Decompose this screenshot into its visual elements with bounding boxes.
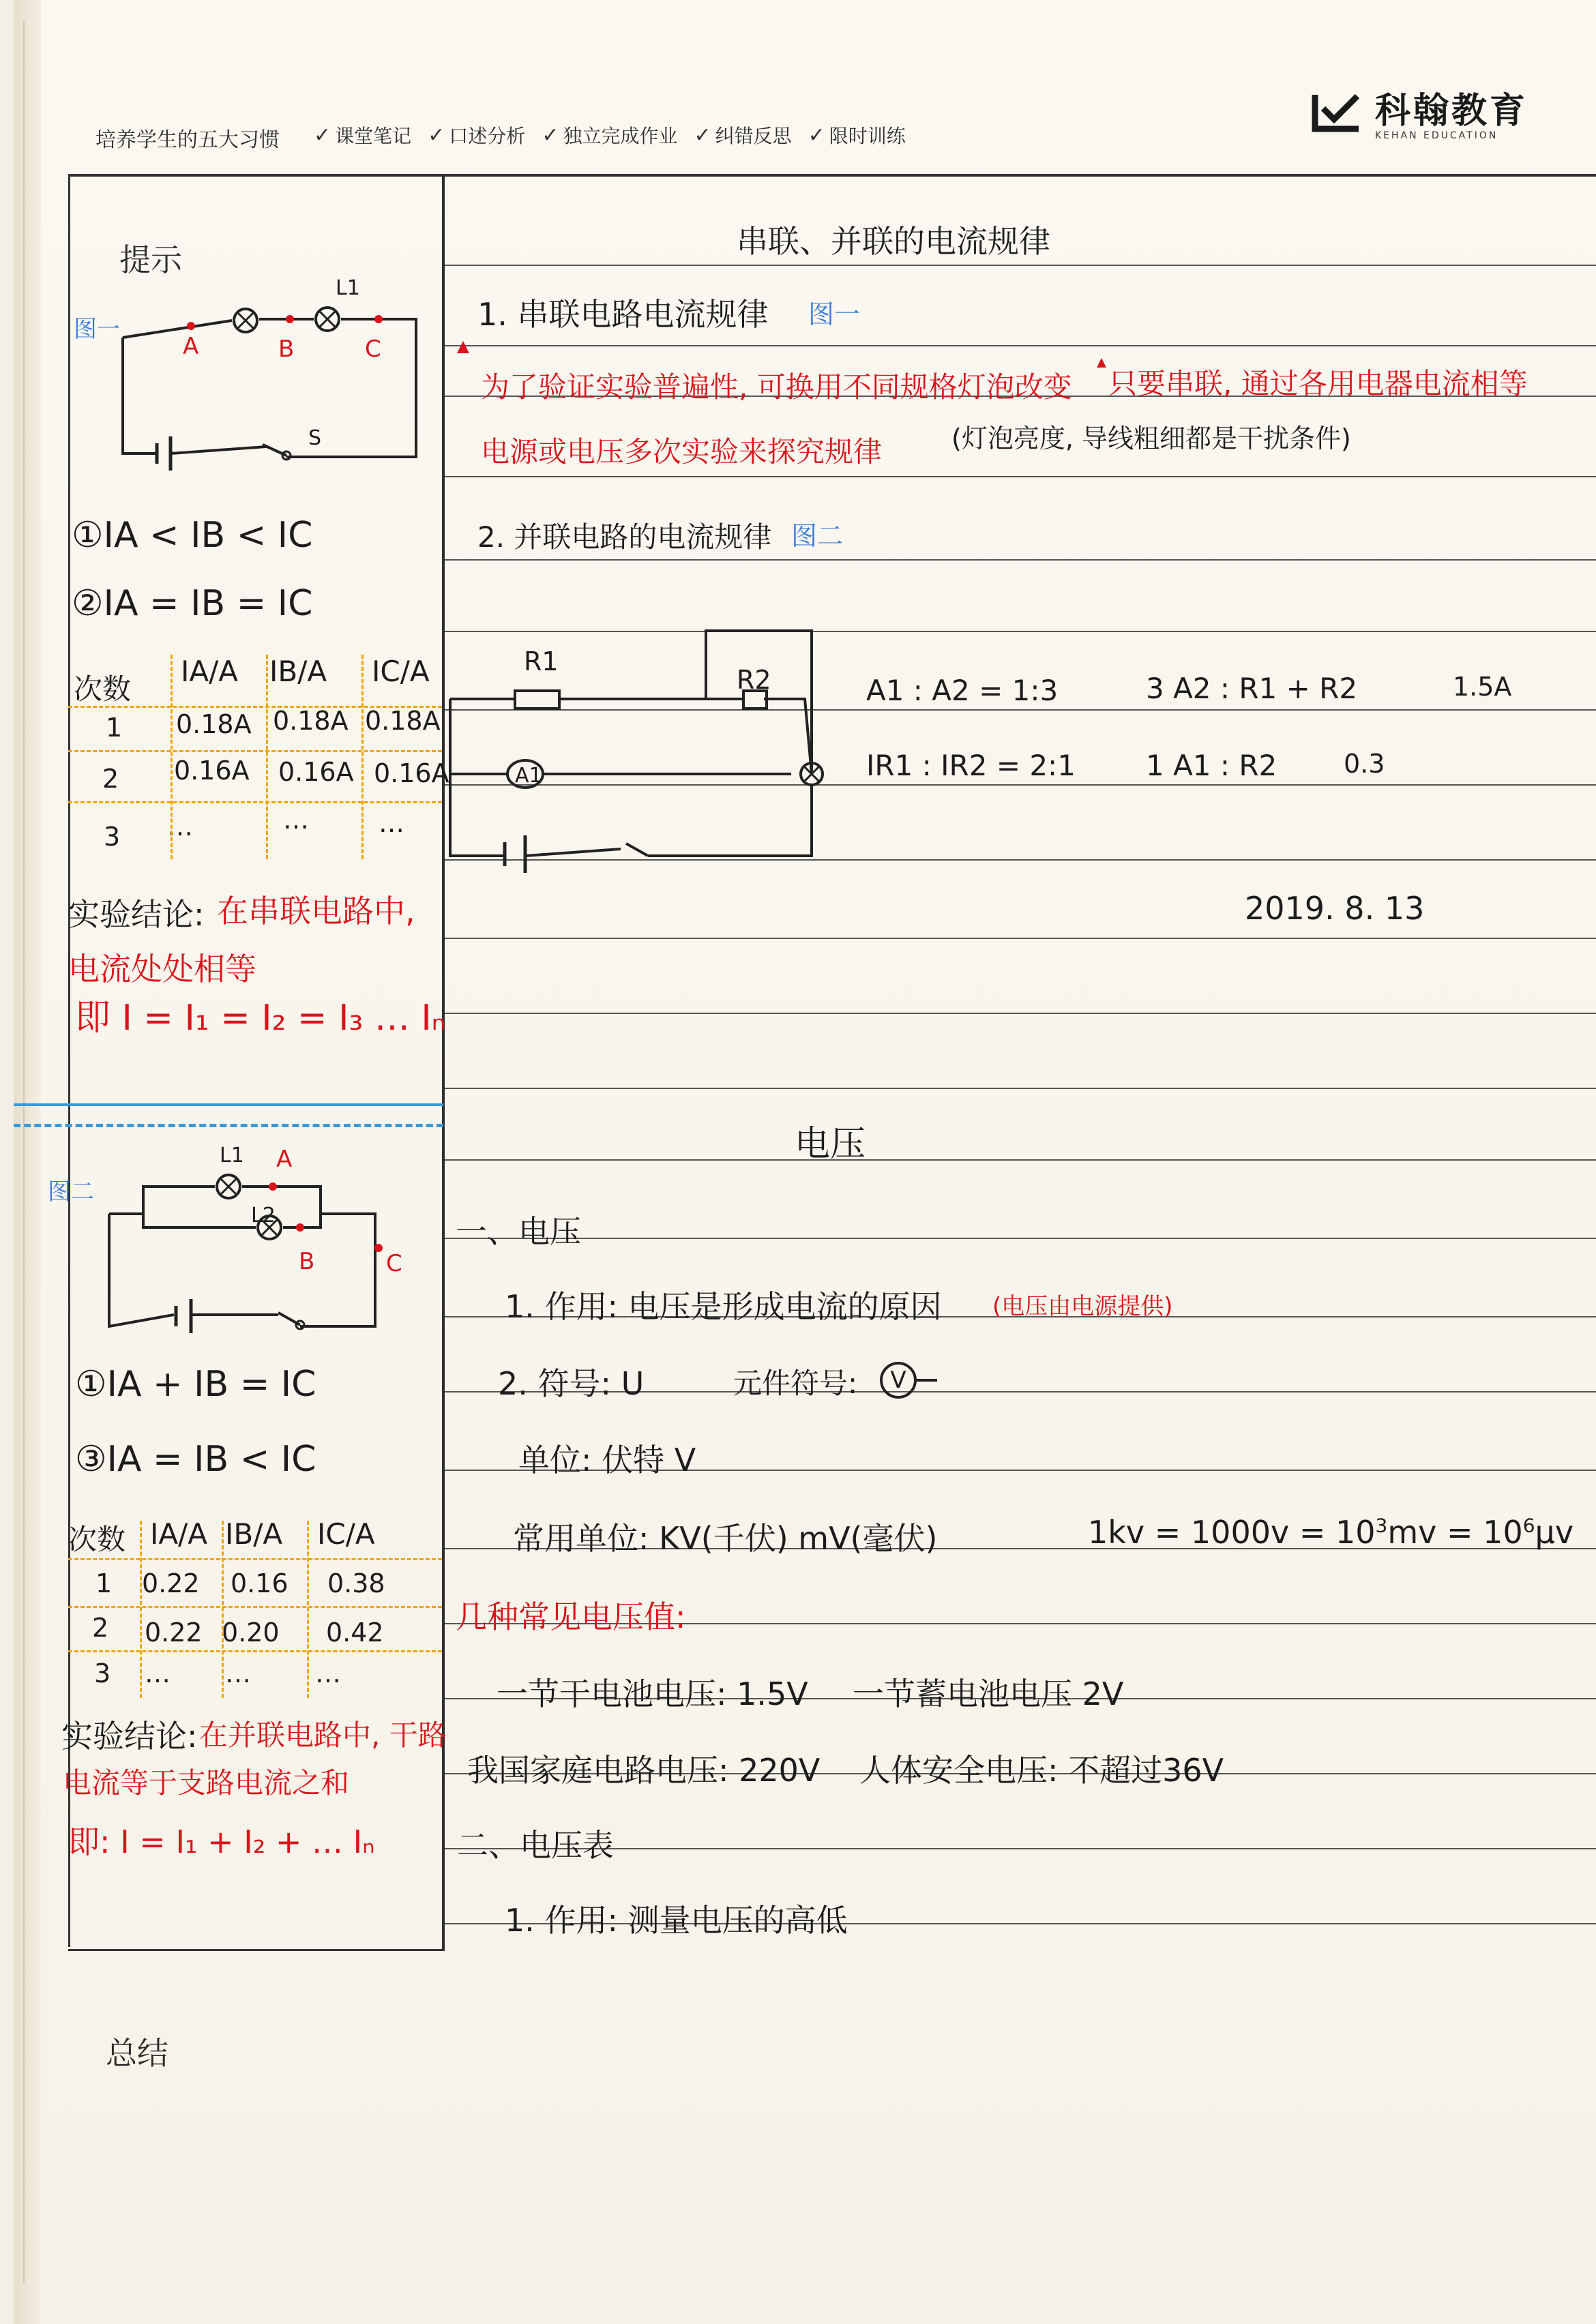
conclusion-2-text-2: 电流等于支路电流之和 xyxy=(63,1766,350,1800)
table-cell: 3 xyxy=(104,822,121,852)
table-cell: 3 xyxy=(94,1658,111,1688)
voltage-value-battery: 一节蓄电池电压 2V xyxy=(853,1675,1124,1712)
ruled-line xyxy=(445,1159,1596,1161)
ruled-line xyxy=(445,559,1596,561)
habit-label: 口述分析 xyxy=(449,125,526,147)
section-divider xyxy=(14,1103,443,1106)
circuit-label-r1: R1 xyxy=(524,646,559,676)
fig1-point-b: B xyxy=(278,336,295,363)
habit-label: 限时训练 xyxy=(829,125,906,147)
check-icon: ✓ xyxy=(542,123,559,147)
table-gridline xyxy=(68,1606,442,1608)
table-cell: 2 xyxy=(92,1613,109,1643)
table-cell: 0.20 xyxy=(222,1618,280,1648)
table-cell: 0.16A xyxy=(278,757,354,787)
table-gridline xyxy=(222,1521,224,1698)
note-date: 2019. 8. 13 xyxy=(1245,890,1425,927)
check-icon: ✓ xyxy=(694,123,711,147)
table-gridline xyxy=(68,1558,442,1560)
conclusion-2-formula: 即: I = I₁ + I₂ + … Iₙ xyxy=(68,1823,375,1860)
check-icon: ✓ xyxy=(314,123,331,147)
habit-label: 纠错反思 xyxy=(715,125,792,147)
check-icon: ✓ xyxy=(808,123,825,147)
fig2-point-c: C xyxy=(386,1250,402,1277)
habit-item xyxy=(428,121,525,149)
table-header: IC/A xyxy=(372,655,430,688)
parallel-circuit-diagram xyxy=(102,1159,402,1343)
hypothesis-3: ①IA + IB = IC xyxy=(75,1364,316,1405)
section-title-1: 串联、并联的电流规律 xyxy=(737,223,1050,260)
page-header xyxy=(95,91,1548,170)
habit-item xyxy=(694,121,791,149)
table-header: 次数 xyxy=(68,1523,126,1556)
fig2-lamp-2-label: L2 xyxy=(251,1204,276,1227)
table-cell: … xyxy=(379,808,404,838)
brand-logo-icon xyxy=(1310,88,1364,136)
ratio-2: IR1 : IR2 = 2:1 xyxy=(866,749,1076,782)
hypothesis-1: ①IA < IB < IC xyxy=(72,515,313,556)
table-cell: 0.18A xyxy=(365,706,441,736)
ruled-line xyxy=(445,265,1596,266)
frame-bottom xyxy=(68,1949,445,1951)
unit-conversion-part: 1kv = 1000v = 10 xyxy=(1088,1514,1376,1551)
table-cell: 0.38 xyxy=(327,1568,385,1598)
conclusion-1-text: 在串联电路中, xyxy=(217,893,415,929)
fig2-point-b: B xyxy=(299,1248,315,1275)
conclusion-1-label: 实验结论: xyxy=(68,896,205,933)
table-cell: 0.18A xyxy=(176,709,252,739)
ruled-line xyxy=(445,1088,1596,1089)
table-gridline xyxy=(140,1521,142,1698)
conclusion-1-text-2: 电流处处相等 xyxy=(68,951,256,987)
table-gridline xyxy=(68,801,442,803)
circuit-label-r2: R2 xyxy=(737,665,771,695)
table-cell: 0.22 xyxy=(142,1568,200,1598)
brand-name: 科翰教育 xyxy=(1374,91,1528,132)
table-cell: … xyxy=(145,1658,171,1688)
ruled-line xyxy=(445,1848,1596,1849)
section-title-2: 电压 xyxy=(795,1124,866,1165)
table-header: 次数 xyxy=(74,672,132,706)
voltage-symbol: 2. 符号: U xyxy=(498,1365,645,1402)
habit-label: 课堂笔记 xyxy=(335,125,412,147)
table-cell: 1 xyxy=(106,713,123,743)
component-symbol-label: 元件符号: xyxy=(733,1367,858,1400)
conclusion-1-formula: 即 I = I₁ = I₂ = I₃ … Iₙ xyxy=(75,998,446,1039)
voltage-source-note: (电压由电源提供) xyxy=(992,1293,1173,1320)
note-1a: 为了验证实验普遍性, 可换用不同规格灯泡改变 xyxy=(481,370,1072,404)
table-gridline xyxy=(361,655,364,859)
check-icon: ✓ xyxy=(428,123,445,147)
voltage-value-household: 我国家庭电路电压: 220V xyxy=(467,1752,821,1789)
frame-top xyxy=(68,174,1596,177)
table-header: IB/A xyxy=(225,1517,283,1551)
note-1c: 电源或电压多次实验来探究规律 xyxy=(481,435,883,468)
notebook-spine xyxy=(14,0,41,2324)
note-1b: 只要串联, 通过各用电器电流相等 xyxy=(1108,367,1528,400)
hypothesis-2: ②IA = IB = IC xyxy=(72,583,313,624)
ratio-2b: 1 A1 : R2 xyxy=(1146,749,1277,782)
table-cell: 0.42 xyxy=(326,1618,384,1648)
table-cell: 2 xyxy=(102,764,119,794)
table-header: IA/A xyxy=(181,655,238,688)
habit-item xyxy=(542,121,677,149)
table-cell: 0.16 xyxy=(231,1568,289,1598)
table-cell: 0.16A xyxy=(374,758,449,788)
circuit-label-a1: A1 xyxy=(515,764,542,788)
common-units: 常用单位: KV(千伏) mV(毫伏) xyxy=(513,1520,938,1557)
table-gridline xyxy=(171,655,173,859)
section-divider xyxy=(14,1124,443,1127)
unit-exponent: 6 xyxy=(1522,1514,1535,1537)
fig2-lamp-1-label: L1 xyxy=(220,1144,244,1167)
ratio-1: A1 : A2 = 1:3 xyxy=(866,674,1059,707)
voltage-value-dry-cell: 一节干电池电压: 1.5V xyxy=(497,1675,808,1712)
unit-exponent: 3 xyxy=(1375,1514,1388,1537)
table-cell: … xyxy=(167,811,193,841)
table-cell: … xyxy=(283,805,309,835)
ruled-line xyxy=(445,476,1596,477)
brand-name-en: KEHAN EDUCATION xyxy=(1374,130,1498,141)
ratio-1c: 1.5A xyxy=(1453,672,1512,702)
hypothesis-4: ③IA = IB < IC xyxy=(75,1439,316,1480)
heading-voltmeter: 二、电压表 xyxy=(457,1827,614,1864)
table-cell: … xyxy=(315,1658,341,1688)
table-gridline xyxy=(266,655,268,859)
ratio-2c: 0.3 xyxy=(1344,749,1385,779)
table-header: IB/A xyxy=(269,655,327,688)
fig2-point-a: A xyxy=(276,1146,293,1173)
habit-item xyxy=(314,121,411,149)
ruled-line xyxy=(445,1238,1596,1239)
voltmeter-lead xyxy=(917,1379,937,1382)
ruled-line xyxy=(445,1013,1596,1014)
table-header: IC/A xyxy=(317,1517,375,1551)
conclusion-2-label: 实验结论: xyxy=(61,1718,198,1755)
item-2: 2. 并联电路的电流规律 xyxy=(477,520,772,554)
fig2-label: 图二 xyxy=(48,1178,94,1206)
table-gridline xyxy=(68,750,442,752)
voltmeter-symbol xyxy=(880,1362,937,1399)
habits-list xyxy=(314,121,906,149)
fig1-point-a: A xyxy=(183,333,199,360)
fig1-label: 图一 xyxy=(74,316,120,343)
habits-title: 培养学生的五大习惯 xyxy=(95,128,280,152)
fig1-switch-label: S xyxy=(308,426,322,450)
unit-conversion-part: μv xyxy=(1535,1514,1574,1551)
spine-edge xyxy=(23,20,25,2283)
hint-label: 提示 xyxy=(119,242,182,278)
table-cell: 0.16A xyxy=(174,756,250,786)
habit-label: 独立完成作业 xyxy=(563,125,678,147)
table-cell: 0.18A xyxy=(273,706,349,736)
heading-voltage: 一、电压 xyxy=(456,1213,581,1250)
table-cell: 1 xyxy=(95,1568,113,1598)
voltage-unit: 单位: 伏特 V xyxy=(518,1442,696,1478)
item-1: 1. 串联电路电流规律 xyxy=(477,296,769,333)
fig1-point-c: C xyxy=(365,336,381,363)
series-circuit-diagram xyxy=(116,273,430,498)
table-cell: 0.22 xyxy=(145,1618,203,1648)
voltage-function: 1. 作用: 电压是形成电流的原因 xyxy=(505,1288,942,1325)
habit-item xyxy=(808,121,906,149)
brand xyxy=(1310,82,1528,141)
table-header: IA/A xyxy=(150,1517,207,1551)
frame-left xyxy=(68,174,70,1947)
ruled-line xyxy=(445,345,1596,346)
ruled-line xyxy=(445,938,1596,939)
ratio-1b: 3 A2 : R1 + R2 xyxy=(1146,672,1358,705)
voltmeter-function: 1. 作用: 测量电压的高低 xyxy=(505,1902,848,1939)
table-gridline xyxy=(307,1521,309,1698)
voltmeter-icon: V xyxy=(880,1362,917,1399)
item-1-fig-ref: 图一 xyxy=(808,299,861,329)
table-gridline xyxy=(68,706,442,708)
note-1d: (灯泡亮度, 导线粗细都是干扰条件) xyxy=(951,423,1351,453)
unit-conversion xyxy=(1088,1514,1573,1551)
frame-divider xyxy=(442,176,445,1949)
voltage-value-safe: 人体安全电压: 不超过36V xyxy=(859,1752,1224,1789)
conclusion-2-text: 在并联电路中, 干路 xyxy=(199,1718,447,1752)
unit-conversion-part: mv = 10 xyxy=(1387,1514,1523,1551)
summary-label: 总结 xyxy=(106,2036,168,2071)
table-cell: … xyxy=(225,1658,251,1688)
item-2-fig-ref: 图二 xyxy=(791,521,844,551)
table-gridline xyxy=(68,1650,442,1652)
fig1-lamp-label: L1 xyxy=(336,276,360,300)
common-values-label: 几种常见电压值: xyxy=(456,1598,686,1635)
